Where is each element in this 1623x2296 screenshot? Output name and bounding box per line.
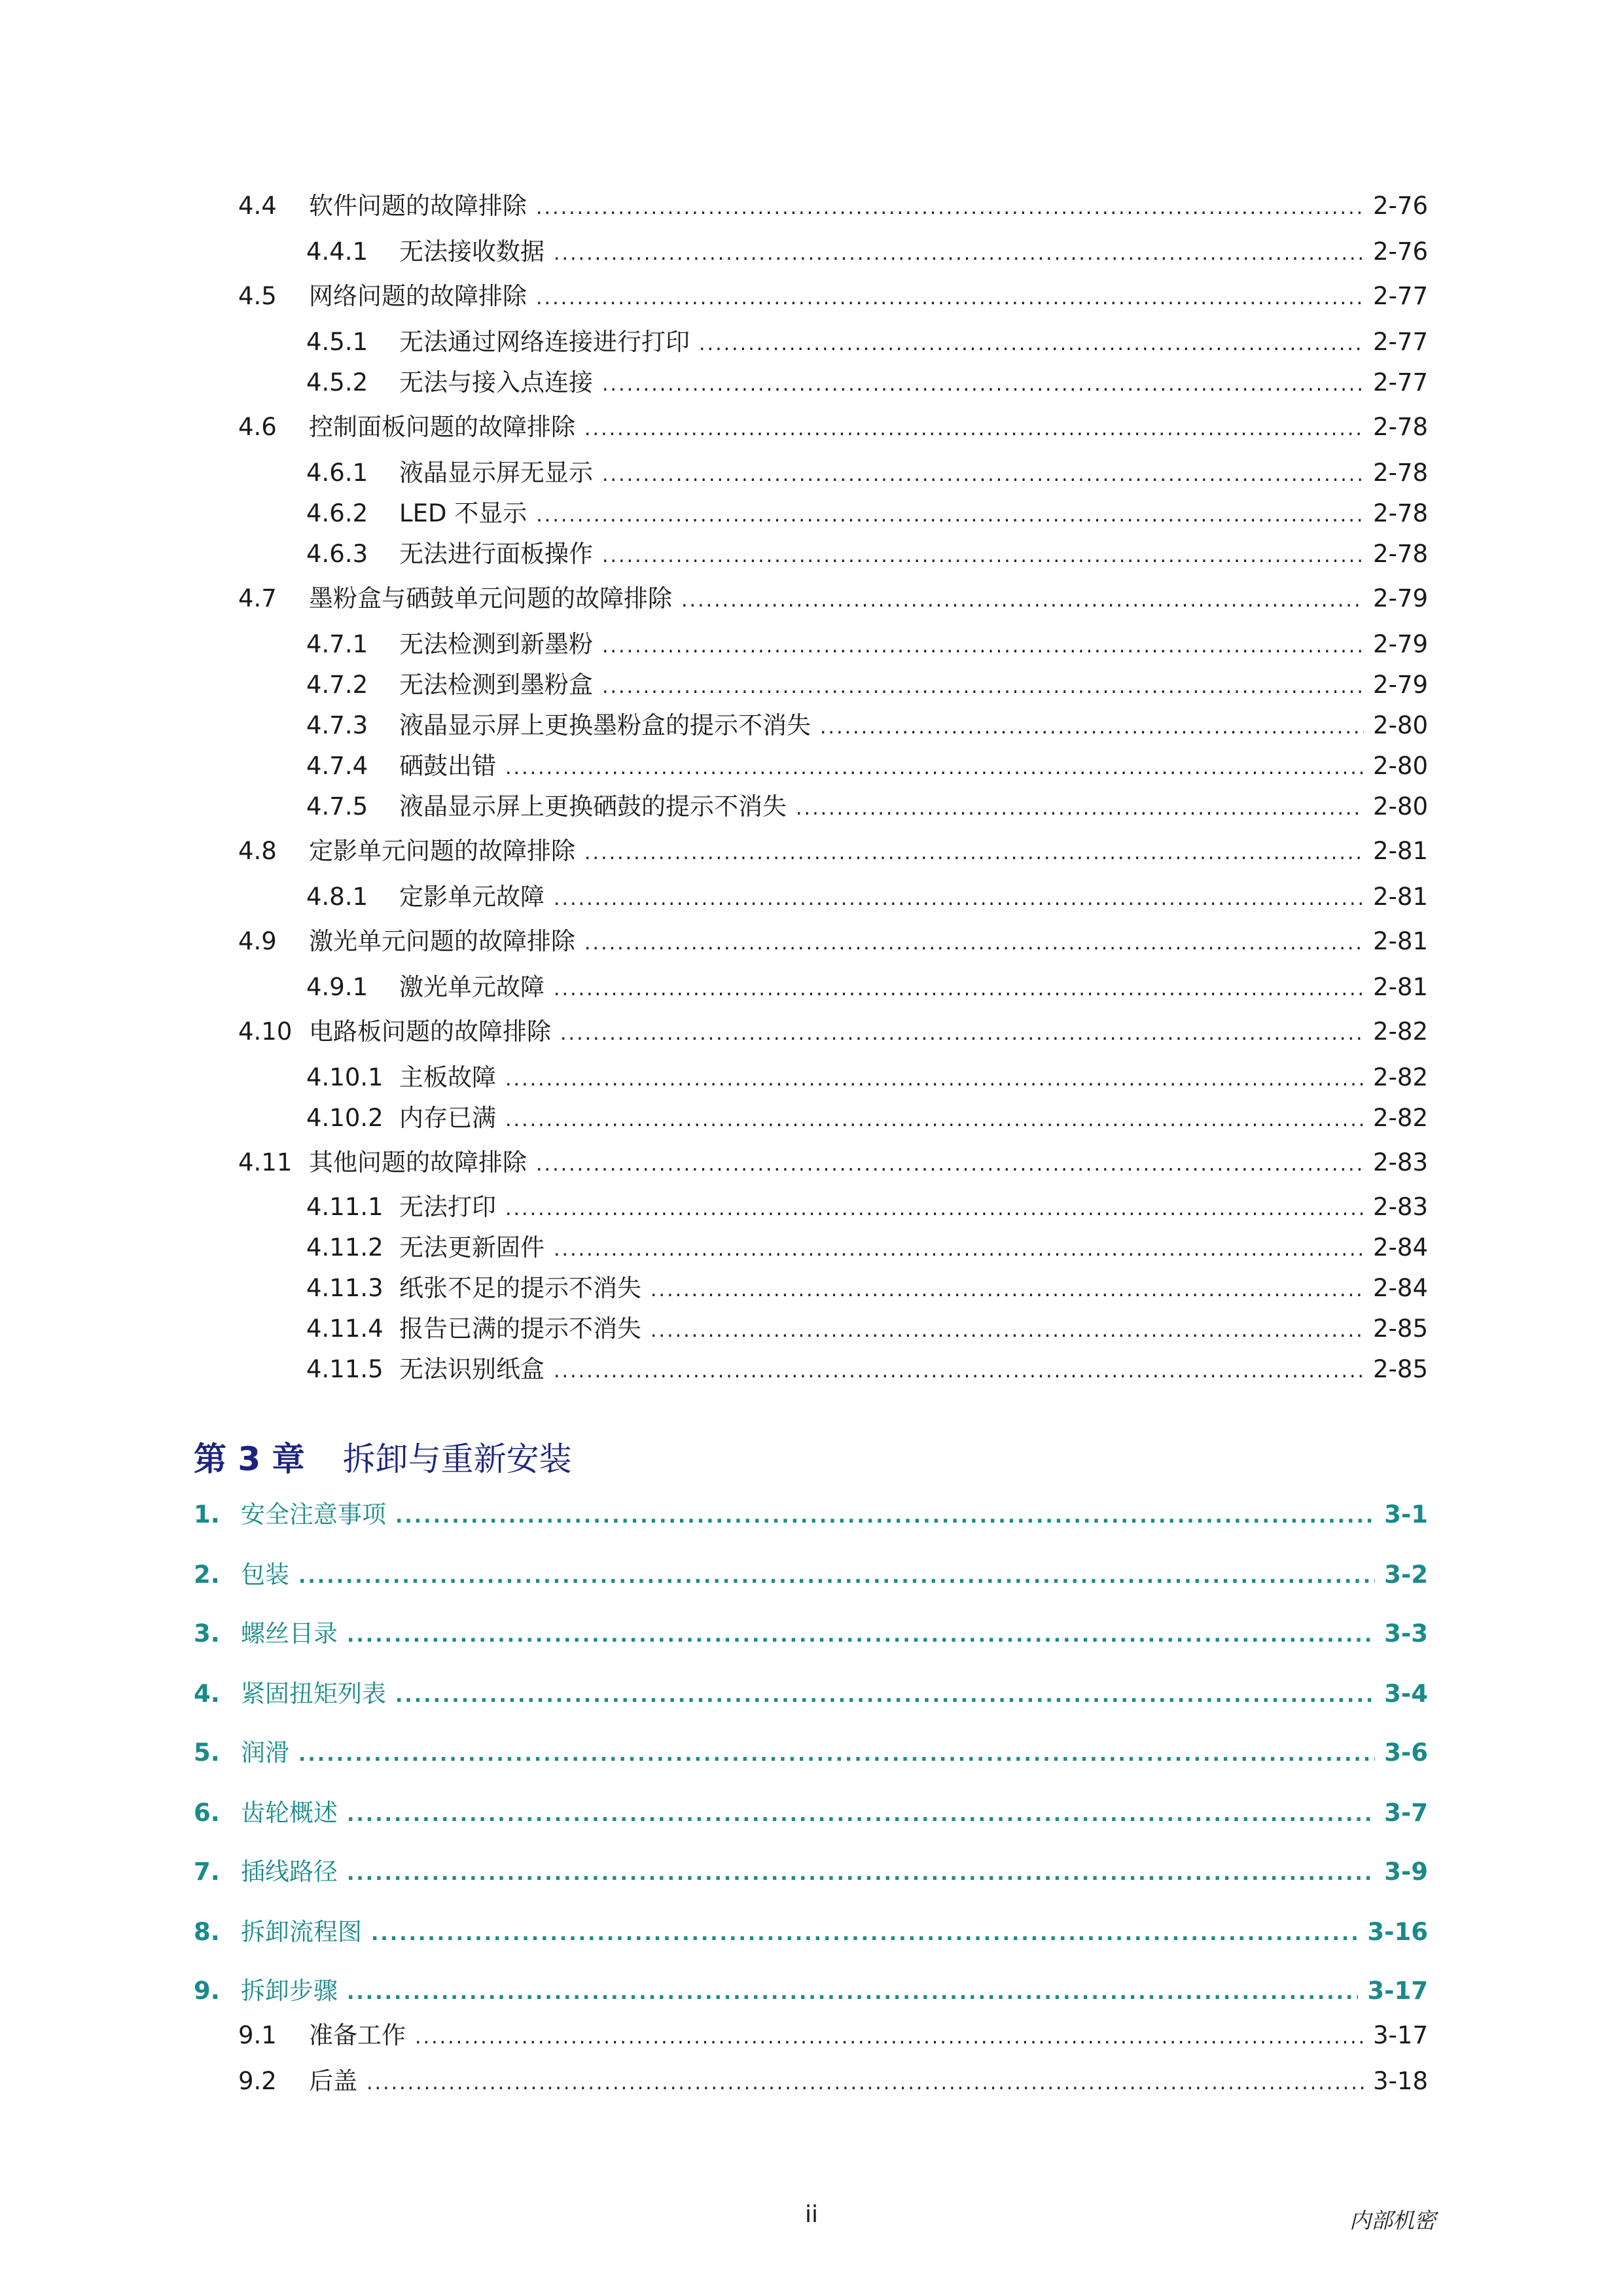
toc-entry[interactable] bbox=[306, 794, 1428, 819]
toc-entry-page: 2-79 bbox=[1373, 671, 1428, 699]
toc-entry-page: 3-17 bbox=[1373, 2021, 1428, 2049]
toc-entry-number: 4.5.1 bbox=[306, 328, 368, 356]
toc-entry-number: 4.10 bbox=[238, 1017, 293, 1046]
toc-entry-title: 准备工作 bbox=[309, 2021, 406, 2049]
toc-entry-title: 无法更新固件 bbox=[399, 1233, 544, 1262]
toc-entry[interactable] bbox=[306, 885, 1428, 909]
toc-entry-page: 2-78 bbox=[1373, 413, 1428, 441]
toc-entry-title: 纸张不足的提示不消失 bbox=[399, 1274, 641, 1302]
toc-entry-title: 液晶显示屏上更换墨粉盒的提示不消失 bbox=[399, 711, 811, 739]
toc-dot-leader bbox=[505, 758, 1364, 778]
toc-entry-number: 4.6.2 bbox=[306, 499, 368, 527]
toc-entry-title: 内存已满 bbox=[399, 1104, 496, 1132]
toc-entry-title: 无法检测到墨粉盒 bbox=[399, 671, 593, 699]
toc-entry-number: 8. bbox=[194, 1918, 220, 1946]
toc-entry[interactable] bbox=[238, 1150, 1428, 1174]
toc-entry[interactable] bbox=[194, 1502, 1428, 1527]
toc-dot-leader bbox=[366, 2074, 1364, 2093]
toc-entry-title: LED 不显示 bbox=[399, 499, 527, 527]
toc-dot-leader bbox=[554, 244, 1364, 264]
toc-entry-title: 插线路径 bbox=[241, 1858, 338, 1886]
toc-entry-page: 2-82 bbox=[1373, 1063, 1428, 1091]
toc-entry-title: 定影单元故障 bbox=[399, 883, 544, 911]
toc-entry-page: 2-80 bbox=[1373, 792, 1428, 821]
toc-entry-page: 2-84 bbox=[1373, 1233, 1428, 1262]
toc-entry-page: 2-82 bbox=[1373, 1017, 1428, 1046]
toc-entry-page: 2-77 bbox=[1373, 282, 1428, 310]
toc-entry-page: 2-85 bbox=[1373, 1355, 1428, 1383]
toc-entry-page: 3-1 bbox=[1384, 1500, 1428, 1528]
toc-entry-number: 2. bbox=[194, 1561, 220, 1589]
toc-entry-page: 2-77 bbox=[1373, 328, 1428, 356]
toc-entry-page: 2-78 bbox=[1373, 459, 1428, 487]
toc-entry-page: 2-80 bbox=[1373, 752, 1428, 780]
toc-dot-leader bbox=[602, 677, 1364, 697]
toc-dot-leader bbox=[584, 843, 1364, 863]
toc-entry[interactable] bbox=[306, 330, 1428, 354]
toc-entry-number: 4.6 bbox=[238, 413, 277, 441]
toc-entry-page: 3-6 bbox=[1384, 1739, 1428, 1767]
toc-entry-title: 无法检测到新墨粉 bbox=[399, 630, 593, 658]
toc-entry-page: 3-9 bbox=[1384, 1858, 1428, 1886]
toc-entry[interactable] bbox=[306, 632, 1428, 656]
toc-entry[interactable] bbox=[238, 929, 1428, 953]
toc-entry-page: 2-83 bbox=[1373, 1193, 1428, 1221]
toc-entry-number: 4.11.4 bbox=[306, 1315, 383, 1343]
toc-dot-leader bbox=[395, 1686, 1375, 1706]
toc-entry-number: 4.11.1 bbox=[306, 1193, 383, 1221]
toc-dot-leader bbox=[584, 934, 1364, 953]
toc-entry-number: 3. bbox=[194, 1619, 220, 1648]
toc-dot-leader bbox=[371, 1924, 1358, 1944]
toc-entry-number: 4.9 bbox=[238, 927, 277, 955]
toc-entry-page: 2-84 bbox=[1373, 1274, 1428, 1302]
footer-page-number: ii bbox=[804, 2201, 818, 2228]
toc-dot-leader bbox=[395, 1507, 1375, 1527]
toc-entry-title: 控制面板问题的故障排除 bbox=[309, 413, 575, 441]
toc-entry-page: 3-16 bbox=[1367, 1918, 1428, 1946]
toc-entry-page: 2-85 bbox=[1373, 1315, 1428, 1343]
toc-dot-leader bbox=[505, 1199, 1364, 1219]
toc-entry[interactable] bbox=[194, 1860, 1428, 1884]
toc-dot-leader bbox=[536, 289, 1364, 308]
toc-dot-leader bbox=[554, 889, 1364, 909]
toc-entry-number: 9.2 bbox=[238, 2067, 277, 2095]
toc-entry[interactable] bbox=[306, 713, 1428, 737]
toc-entry[interactable] bbox=[306, 370, 1428, 395]
toc-entry-number: 4.10.1 bbox=[306, 1063, 383, 1091]
toc-entry-title: 润滑 bbox=[241, 1739, 289, 1767]
toc-entry-page: 2-81 bbox=[1373, 927, 1428, 955]
toc-entry-page: 2-78 bbox=[1373, 499, 1428, 527]
toc-entry-number: 6. bbox=[194, 1799, 220, 1827]
toc-entry-title: 拆卸步骤 bbox=[241, 1977, 338, 2005]
toc-entry[interactable] bbox=[306, 1195, 1428, 1219]
toc-entry-number: 4.5 bbox=[238, 282, 277, 310]
toc-entry-number: 4.7.4 bbox=[306, 752, 368, 780]
toc-entry-title: 激光单元问题的故障排除 bbox=[309, 927, 575, 955]
toc-dot-leader bbox=[820, 718, 1364, 737]
toc-dot-leader bbox=[554, 1362, 1364, 1381]
toc-entry-number: 4.8 bbox=[238, 837, 277, 865]
toc-dot-leader bbox=[347, 1805, 1375, 1825]
toc-dot-leader bbox=[505, 1070, 1364, 1089]
toc-entry-title: 液晶显示屏无显示 bbox=[399, 459, 593, 487]
toc-entry-title: 齿轮概述 bbox=[241, 1799, 338, 1827]
toc-entry-number: 4.8.1 bbox=[306, 883, 368, 911]
toc-dot-leader bbox=[347, 1864, 1375, 1884]
toc-entry[interactable] bbox=[306, 239, 1428, 264]
toc-entry-title: 液晶显示屏上更换硒鼓的提示不消失 bbox=[399, 792, 787, 821]
chapter-heading bbox=[194, 1433, 572, 1480]
toc-entry-title: 螺丝目录 bbox=[241, 1619, 338, 1648]
toc-dot-leader bbox=[554, 1240, 1364, 1260]
toc-entry-page: 3-18 bbox=[1373, 2067, 1428, 2095]
toc-entry[interactable] bbox=[238, 2023, 1428, 2047]
toc-entry-page: 2-77 bbox=[1373, 368, 1428, 397]
toc-entry-number: 4.4 bbox=[238, 192, 277, 220]
toc-entry-page: 2-81 bbox=[1373, 973, 1428, 1001]
toc-entry-number: 4.9.1 bbox=[306, 973, 368, 1001]
toc-entry-number: 4.11 bbox=[238, 1148, 293, 1176]
toc-entry-page: 2-78 bbox=[1373, 540, 1428, 568]
toc-entry-title: 无法与接入点连接 bbox=[399, 368, 593, 397]
toc-entry-page: 2-82 bbox=[1373, 1104, 1428, 1132]
toc-entry[interactable] bbox=[194, 1563, 1428, 1587]
toc-entry-number: 7. bbox=[194, 1858, 220, 1886]
toc-entry[interactable] bbox=[306, 1357, 1428, 1381]
toc-entry[interactable] bbox=[194, 1682, 1428, 1706]
toc-dot-leader bbox=[602, 465, 1364, 485]
toc-dot-leader bbox=[347, 1626, 1375, 1646]
toc-entry-title: 紧固扭矩列表 bbox=[241, 1680, 386, 1708]
toc-dot-leader bbox=[536, 506, 1364, 525]
toc-entry-page: 2-79 bbox=[1373, 630, 1428, 658]
toc-entry-number: 4.7.2 bbox=[306, 671, 368, 699]
toc-entry[interactable] bbox=[194, 1801, 1428, 1825]
toc-dot-leader bbox=[651, 1321, 1364, 1341]
toc-entry[interactable] bbox=[238, 2069, 1428, 2093]
toc-entry[interactable] bbox=[194, 1979, 1428, 2003]
chapter-number: 第 3 章 bbox=[194, 1440, 305, 1478]
toc-entry-number: 1. bbox=[194, 1500, 220, 1528]
toc-entry-title: 墨粉盒与硒鼓单元问题的故障排除 bbox=[309, 584, 672, 612]
toc-entry-title: 无法接收数据 bbox=[399, 238, 544, 266]
toc-entry-title: 网络问题的故障排除 bbox=[309, 282, 527, 310]
toc-entry-number: 5. bbox=[194, 1739, 220, 1767]
toc-entry[interactable] bbox=[238, 1019, 1428, 1044]
toc-entry-title: 定影单元问题的故障排除 bbox=[309, 837, 575, 865]
toc-dot-leader bbox=[602, 375, 1364, 395]
toc-entry-title: 无法打印 bbox=[399, 1193, 496, 1221]
toc-entry-title: 激光单元故障 bbox=[399, 973, 544, 1001]
toc-dot-leader bbox=[699, 334, 1364, 354]
toc-entry[interactable] bbox=[306, 1106, 1428, 1130]
toc-entry[interactable] bbox=[306, 1065, 1428, 1089]
toc-dot-leader bbox=[584, 419, 1364, 439]
toc-entry-number: 4.7.1 bbox=[306, 630, 368, 658]
toc-dot-leader bbox=[560, 1024, 1364, 1044]
toc-entry-title: 主板故障 bbox=[399, 1063, 496, 1091]
toc-entry-page: 2-80 bbox=[1373, 711, 1428, 739]
toc-entry-number: 9.1 bbox=[238, 2021, 277, 2049]
toc-entry-page: 3-7 bbox=[1384, 1799, 1428, 1827]
toc-entry-title: 报告已满的提示不消失 bbox=[399, 1315, 641, 1343]
toc-entry[interactable] bbox=[306, 1276, 1428, 1300]
footer-confidential-mark: 内部机密 bbox=[1349, 2208, 1436, 2233]
toc-entry-page: 3-17 bbox=[1367, 1977, 1428, 2005]
toc-entry-title: 软件问题的故障排除 bbox=[309, 192, 527, 220]
toc-entry-number: 4.7.5 bbox=[306, 792, 368, 821]
toc-entry-page: 2-83 bbox=[1373, 1148, 1428, 1176]
toc-entry[interactable] bbox=[194, 1920, 1428, 1944]
toc-entry-page: 2-76 bbox=[1373, 238, 1428, 266]
toc-entry-page: 2-81 bbox=[1373, 883, 1428, 911]
toc-dot-leader bbox=[554, 980, 1364, 999]
toc-entry-title: 安全注意事项 bbox=[241, 1500, 386, 1528]
toc-dot-leader bbox=[415, 2028, 1364, 2047]
toc-entry-number: 9. bbox=[194, 1977, 220, 2005]
toc-entry[interactable] bbox=[306, 542, 1428, 566]
toc-entry-page: 2-76 bbox=[1373, 192, 1428, 220]
toc-entry-title: 电路板问题的故障排除 bbox=[309, 1017, 551, 1046]
toc-entry[interactable] bbox=[238, 284, 1428, 308]
toc-entry-page: 2-81 bbox=[1373, 837, 1428, 865]
toc-entry-page: 3-4 bbox=[1384, 1680, 1428, 1708]
toc-entry[interactable] bbox=[238, 415, 1428, 439]
toc-dot-leader bbox=[796, 799, 1364, 819]
toc-entry[interactable] bbox=[306, 673, 1428, 697]
toc-entry-number: 4.6.3 bbox=[306, 540, 368, 568]
toc-entry[interactable] bbox=[194, 1740, 1428, 1765]
toc-entry-page: 2-79 bbox=[1373, 584, 1428, 612]
toc-entry-number: 4.11.2 bbox=[306, 1233, 383, 1262]
toc-dot-leader bbox=[505, 1110, 1364, 1130]
toc-entry[interactable] bbox=[306, 754, 1428, 778]
toc-entry[interactable] bbox=[194, 1621, 1428, 1646]
toc-entry-page: 3-2 bbox=[1384, 1561, 1428, 1589]
toc-entry[interactable] bbox=[306, 1316, 1428, 1341]
toc-entry-number: 4.6.1 bbox=[306, 459, 368, 487]
toc-dot-leader bbox=[536, 1155, 1364, 1174]
toc-entry[interactable] bbox=[306, 461, 1428, 485]
toc-entry-number: 4.10.2 bbox=[306, 1104, 383, 1132]
toc-entry[interactable] bbox=[238, 839, 1428, 863]
toc-dot-leader bbox=[602, 546, 1364, 566]
toc-entry[interactable] bbox=[306, 501, 1428, 525]
toc-dot-leader bbox=[681, 591, 1364, 610]
toc-dot-leader bbox=[651, 1280, 1364, 1300]
toc-dot-leader bbox=[536, 198, 1364, 218]
toc-entry[interactable] bbox=[306, 1235, 1428, 1260]
toc-dot-leader bbox=[347, 1983, 1358, 2003]
toc-entry[interactable] bbox=[238, 586, 1428, 610]
toc-entry-page: 3-3 bbox=[1384, 1619, 1428, 1648]
toc-entry-title: 无法通过网络连接进行打印 bbox=[399, 328, 690, 356]
toc-entry-title: 无法识别纸盒 bbox=[399, 1355, 544, 1383]
toc-entry-number: 4.11.5 bbox=[306, 1355, 383, 1383]
toc-entry-title: 硒鼓出错 bbox=[399, 752, 496, 780]
toc-entry-number: 4.7 bbox=[238, 584, 277, 612]
toc-entry[interactable] bbox=[306, 975, 1428, 999]
toc-entry-number: 4. bbox=[194, 1680, 220, 1708]
toc-entry-title: 包装 bbox=[241, 1561, 289, 1589]
toc-entry-title: 无法进行面板操作 bbox=[399, 540, 593, 568]
toc-entry-number: 4.5.2 bbox=[306, 368, 368, 397]
toc-entry-title: 后盖 bbox=[309, 2067, 357, 2095]
toc-entry-number: 4.11.3 bbox=[306, 1274, 383, 1302]
toc-entry-number: 4.4.1 bbox=[306, 238, 368, 266]
toc-entry-number: 4.7.3 bbox=[306, 711, 368, 739]
toc-dot-leader bbox=[298, 1745, 1375, 1765]
toc-entry-title: 其他问题的故障排除 bbox=[309, 1148, 527, 1176]
toc-dot-leader bbox=[298, 1567, 1375, 1587]
chapter-title: 拆卸与重新安装 bbox=[342, 1440, 572, 1478]
toc-entry-title: 拆卸流程图 bbox=[241, 1918, 362, 1946]
toc-entry[interactable] bbox=[238, 194, 1428, 218]
toc-dot-leader bbox=[602, 637, 1364, 656]
